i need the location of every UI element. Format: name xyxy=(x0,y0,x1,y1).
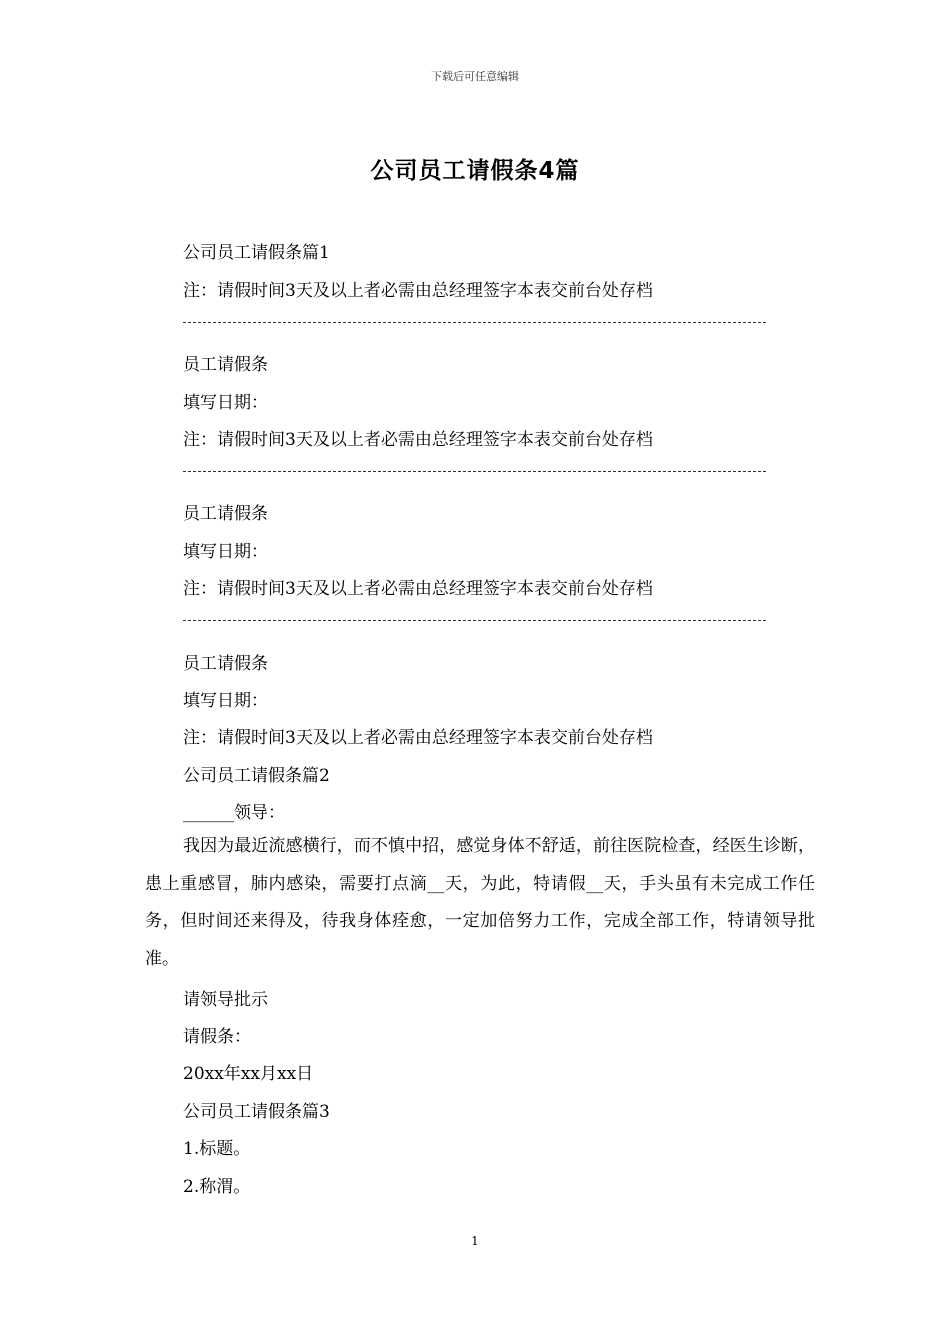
list-item-2: 2.称渭。 xyxy=(183,1177,251,1197)
note-line: 注：请假时间3天及以上者必需由总经理签字本表交前台处存档 xyxy=(183,430,653,450)
salutation: ______领导： xyxy=(183,803,285,823)
section-heading-3: 公司员工请假条篇3 xyxy=(183,1102,330,1122)
page-number: 1 xyxy=(471,1234,479,1248)
section-heading-2: 公司员工请假条篇2 xyxy=(183,766,330,786)
body-paragraph: 我因为最近流感横行，而不慎中招，感觉身体不舒适，前往医院检查，经医生诊断，患上重感冒，肺内感染，需要打点滴__天，为此，特请假__天，手头虽有未完成工作任务，但时间还来得及，待我身体痊愈，一定加倍努力工作，完成全部工作，特请领导批准。 xyxy=(145,836,815,969)
form-title: 员工请假条 xyxy=(183,654,268,674)
document-title: 公司员工请假条4篇 xyxy=(370,158,580,184)
note-line: 注：请假时间3天及以上者必需由总经理签字本表交前台处存档 xyxy=(183,579,653,599)
note-line: 注：请假时间3天及以上者必需由总经理签字本表交前台处存档 xyxy=(183,281,653,301)
approval-request: 请领导批示 xyxy=(183,990,268,1010)
cut-line-divider xyxy=(183,471,766,472)
page-header-note: 下载后可任意编辑 xyxy=(431,70,519,83)
list-item-1: 1.标题。 xyxy=(183,1139,251,1159)
fill-date-label: 填写日期： xyxy=(183,393,268,413)
fill-date-label: 填写日期： xyxy=(183,691,268,711)
cut-line-divider xyxy=(183,620,766,621)
section-heading-1: 公司员工请假条篇1 xyxy=(183,243,330,263)
form-title: 员工请假条 xyxy=(183,504,268,524)
form-title: 员工请假条 xyxy=(183,355,268,375)
note-line: 注：请假时间3天及以上者必需由总经理签字本表交前台处存档 xyxy=(183,728,653,748)
fill-date-label: 填写日期： xyxy=(183,542,268,562)
cut-line-divider xyxy=(183,322,766,323)
date-line: 20xx年xx月xx日 xyxy=(183,1064,314,1084)
leave-slip-label: 请假条： xyxy=(183,1027,251,1047)
